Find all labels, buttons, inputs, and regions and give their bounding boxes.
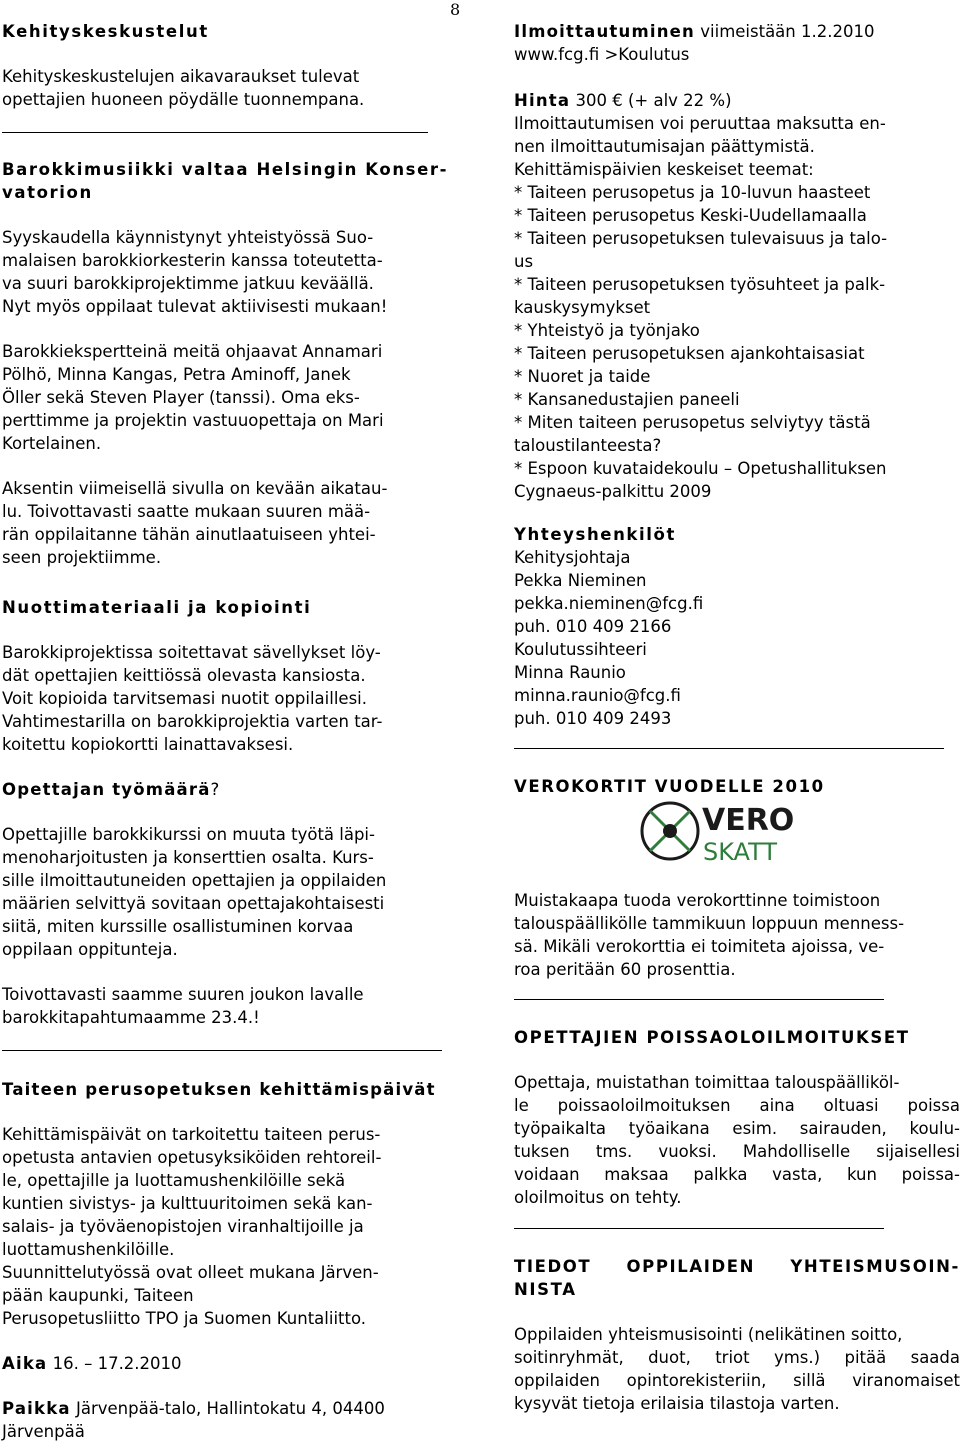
hinta-line: [514, 89, 960, 112]
text-line: kauskysymykset: [514, 298, 651, 317]
text-line: oppilaan oppitunteja.: [2, 940, 178, 959]
text-line: * Taiteen perusopetuksen ajankohtaisasiat: [514, 344, 865, 363]
divider: [514, 999, 884, 1000]
text-line: kuntien sivistys- ja kulttuuritoimen sekä kan-: [2, 1194, 373, 1213]
emblem-icon: [642, 803, 698, 859]
text-line: us: [514, 252, 534, 271]
heading-nuottimateriaali: Nuottimateriaali ja kopiointi: [2, 598, 312, 617]
text-line: Syyskaudella käynnistynyt yhteistyössä Suo-: [2, 228, 374, 247]
text-line: soitinryhmät, duot, triot yms.) pitää saada: [514, 1348, 960, 1367]
aika-label: Aika: [2, 1354, 48, 1373]
text-line: sä. Mikäli verokorttia ei toimiteta ajoissa, ve-: [514, 937, 885, 956]
text-line: pään kaupunki, Taiteen: [2, 1286, 194, 1305]
text-line: Järvenpää: [2, 1422, 85, 1441]
text-line: * Espoon kuvataidekoulu – Opetushallituksen: [514, 459, 887, 478]
text-line: Kehittämispäivien keskeiset teemat:: [514, 160, 814, 179]
heading-yhteismusisointi-line: NISTA: [514, 1280, 577, 1299]
url-line: www.fcg.fi >Koulutus: [514, 45, 690, 64]
section-yhteismusisointi: [514, 1255, 960, 1415]
ilmoittautuminen-label: Ilmoittautuminen: [514, 22, 696, 41]
text-line: * Miten taiteen perusopetus selviytyy tästä: [514, 413, 871, 432]
text-line: dät opettajien keittiössä olevasta kansiosta.: [2, 666, 366, 685]
section-kehittamispaivat: [2, 1078, 452, 1443]
heading-yhteyshenkilot: Yhteyshenkilöt: [514, 525, 676, 544]
divider: [2, 132, 428, 133]
text-line: Koulutussihteeri: [514, 640, 647, 659]
text-line: Oppilaiden yhteismusisointi (nelikätinen soitto,: [514, 1325, 903, 1344]
heading-poissaolo: OPETTAJIEN POISSAOLOILMOITUKSET: [514, 1028, 910, 1047]
text-line: Toivottavasti saamme suuren joukon lavalle: [2, 985, 364, 1004]
heading-barokkimusiikki-line: vatorion: [2, 183, 93, 202]
heading-tyomaara: [2, 778, 452, 801]
text-line: Muistakaapa tuoda verokorttinne toimistoon: [514, 891, 881, 910]
text-line: salais- ja työväenopistojen viranhaltijoille ja: [2, 1217, 364, 1236]
text-line: Kortelainen.: [2, 434, 102, 453]
text-line: oppilaiden opintorekisteriin, sillä viranomaiset: [514, 1371, 960, 1390]
text-line: Opettajille barokkikurssi on muuta työtä läpi-: [2, 825, 375, 844]
section-kehityskeskustelut: [2, 20, 452, 111]
text-line: rän oppilaitanne tähän ainutlaatuiseen yhtei-: [2, 525, 376, 544]
section-yhteyshenkilot: [514, 523, 960, 730]
text-line: menoharjoitusten ja konserttien osalta. Kurs-: [2, 848, 374, 867]
text-line: talouspäällikölle tammikuun loppuun menness-: [514, 914, 905, 933]
text-line: puh. 010 409 2166: [514, 617, 672, 636]
text-line: Pekka Nieminen: [514, 571, 647, 590]
text-line: seen projektiimme.: [2, 548, 162, 567]
text-line: roa peritään 60 prosenttia.: [514, 960, 736, 979]
text-line: siitä, miten kurssille osallistuminen korvaa: [2, 917, 354, 936]
text-line: Minna Raunio: [514, 663, 626, 682]
text-line: määrien selvittyä sovitaan opettajakohtaisesti: [2, 894, 385, 913]
text-line: Kehittämispäivät on tarkoitettu taiteen perus-: [2, 1125, 381, 1144]
section-verokortit: [514, 775, 960, 798]
text-line: perttimme ja projektin vastuuopettaja on Mari: [2, 411, 384, 430]
text-line: * Yhteistyö ja työnjako: [514, 321, 700, 340]
aika-line: [2, 1352, 452, 1375]
text-line: Voit kopioida tarvitsemasi nuotit oppilaillesi.: [2, 689, 367, 708]
text-line: malaisen barokkiorkesterin kanssa toteutetta-: [2, 251, 383, 270]
text-line: Opettaja, muistathan toimittaa talouspäälliköl-: [514, 1073, 900, 1092]
heading-tyomaara-text: Opettajan työmäärä: [2, 780, 211, 799]
text-line: barokkitapahtumaamme 23.4.!: [2, 1008, 260, 1027]
logo-bottom-text: SKATT: [703, 838, 778, 866]
aika-value: 16. – 17.2.2010: [47, 1354, 182, 1373]
hinta-label: Hinta: [514, 91, 571, 110]
paikka-label: Paikka: [2, 1399, 71, 1418]
text-line: kysyvät tietoja erilaisia tilastoja varten.: [514, 1394, 840, 1413]
heading-barokkimusiikki-line: Barokkimusiikki valtaa Helsingin Konser-: [2, 160, 449, 179]
heading-tyomaara-suffix: ?: [210, 780, 220, 799]
text-line: Vahtimestarilla on barokkiprojektia varten tar-: [2, 712, 383, 731]
text-line: Öller sekä Steven Player (tanssi). Oma eks-: [2, 388, 360, 407]
text-line: Barokkiekspertteinä meitä ohjaavat Annamari: [2, 342, 383, 361]
text-line: opetusta antavien opetusyksiköiden rehtoreil-: [2, 1148, 382, 1167]
text-line: sille ilmoittautuneiden opettajien ja oppilaiden: [2, 871, 387, 890]
text-line: koitettu kopiokortti lainattavaksesi.: [2, 735, 294, 754]
text-line: Kehitysjohtaja: [514, 548, 631, 567]
text-line: va suuri barokkiprojektimme jatkuu keväällä.: [2, 274, 374, 293]
text-line: le poissaoloilmoituksen aina oltuasi poissa: [514, 1096, 960, 1115]
heading-yhteismusisointi-line: TIEDOT OPPILAIDEN YHTEISMUSOIN-: [514, 1257, 960, 1276]
paikka-line: [2, 1397, 452, 1420]
section-verokortit-text: [514, 889, 954, 981]
text-line: opettajien huoneen pöydälle tuonnempana.: [2, 90, 365, 109]
section-tyomaara: [2, 778, 452, 1029]
text-line: Ilmoittautumisen voi peruuttaa maksutta en-: [514, 114, 886, 133]
text-line: le, opettajille ja luottamushenkilöille sekä: [2, 1171, 346, 1190]
text-line: tuksen tms. vuoksi. Mahdolliselle sijaisellesi: [514, 1142, 960, 1161]
text-line: taloustilanteesta?: [514, 436, 662, 455]
ilmoittautuminen-line: [514, 20, 960, 43]
hinta-value: 300 € (+ alv 22 %): [570, 91, 732, 110]
text-line: nen ilmoittautumisajan päättymistä.: [514, 137, 815, 156]
text-line: Pölhö, Minna Kangas, Petra Aminoff, Janek: [2, 365, 351, 384]
heading-verokortit: VEROKORTIT VUODELLE 2010: [514, 777, 825, 796]
email-link[interactable]: minna.raunio@fcg.fi: [514, 686, 681, 705]
section-hinta: [514, 89, 960, 503]
email-link[interactable]: pekka.nieminen@fcg.fi: [514, 594, 704, 613]
text-line: * Taiteen perusopetuksen tulevaisuus ja talo-: [514, 229, 888, 248]
paikka-value: Järvenpää-talo, Hallintokatu 4, 04400: [70, 1399, 385, 1418]
text-line: * Nuoret ja taide: [514, 367, 651, 386]
text-line: Suunnittelutyössä ovat olleet mukana Järven-: [2, 1263, 379, 1282]
text-line: * Taiteen perusopetus Keski-Uudellamaalla: [514, 206, 867, 225]
section-poissaolo: [514, 1026, 960, 1209]
heading-kehittamispaivat: Taiteen perusopetuksen kehittämispäivät: [2, 1080, 436, 1099]
section-ilmoittautuminen: [514, 20, 960, 66]
text-line: Barokkiprojektissa soitettavat sävellykset löy-: [2, 643, 381, 662]
heading-kehityskeskustelut: Kehityskeskustelut: [2, 22, 209, 41]
text-line: luottamushenkilöille.: [2, 1240, 175, 1259]
text-line: oloilmoitus on tehty.: [514, 1188, 682, 1207]
text-line: puh. 010 409 2493: [514, 709, 672, 728]
text-line: työpaikalta työaikana esim. sairauden, koulu-: [514, 1119, 960, 1138]
text-line: * Taiteen perusopetus ja 10-luvun haasteet: [514, 183, 871, 202]
section-nuottimateriaali: [2, 596, 452, 756]
page-number: 8: [450, 0, 461, 19]
text-line: Perusopetusliitto TPO ja Suomen Kuntaliitto.: [2, 1309, 367, 1328]
section-barokkimusiikki: [2, 158, 452, 569]
text-line: * Kansanedustajien paneeli: [514, 390, 740, 409]
divider: [514, 1228, 884, 1229]
text-line: * Taiteen perusopetuksen työsuhteet ja palk-: [514, 275, 886, 294]
text-line: voidaan maksaa palkka vasta, kun poissa-: [514, 1165, 960, 1184]
text-line: lu. Toivottavasti saatte mukaan suuren mää-: [2, 502, 371, 521]
text-line: Aksentin viimeisellä sivulla on kevään aikatau-: [2, 479, 388, 498]
text-line: Nyt myös oppilaat tulevat aktiivisesti mukaan!: [2, 297, 388, 316]
text-line: Kehityskeskustelujen aikavaraukset tulevat: [2, 67, 360, 86]
divider: [514, 748, 944, 749]
text-line: Cygnaeus-palkittu 2009: [514, 482, 712, 501]
logo-top-text: VERO: [702, 803, 795, 838]
vero-skatt-logo-icon: [640, 796, 795, 866]
divider: [2, 1050, 442, 1051]
ilmoittautuminen-value: viimeistään 1.2.2010: [695, 22, 875, 41]
